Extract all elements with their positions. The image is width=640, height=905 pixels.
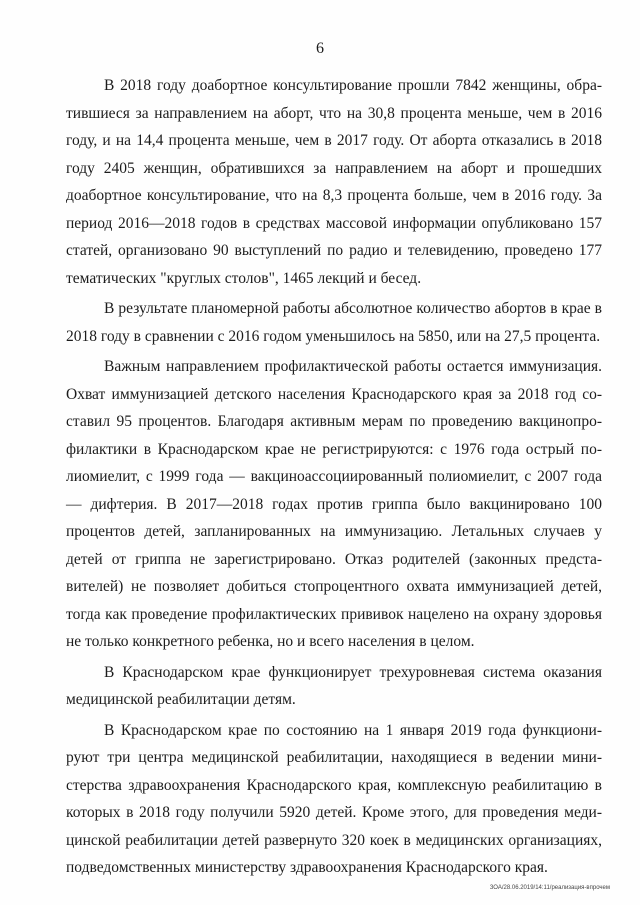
paragraph-rehabilitation-system: В Краснодарском крае функционирует трехуровневая система оказания медицинской реабилитации детям. <box>66 663 602 708</box>
paragraph-immunization: Важным направлением профилактической работы остается иммунизация. Охват иммунизацией детского населения Краснодарского края за 2018 год составил 95 процентов. Благодаря активным мерам по проведению вакцинопрофилактики в Краснодарском крае не регистрируются: с 1976 года острый полиомиелит, с 1999 года — вакциноассоциированный полиомиелит, с 2007 года — дифтерия. В 2017—2018 годах против гриппа было вакцинировано 100 процентов детей, запланированных на иммунизацию. Летальных случаев у детей от гриппа не зарегистрировано. Отказ родителей (законных представителей) не позволяет добиться стопроцентного охвата иммунизацией детей, тогда как проведение профилактических прививок нацелено на охрану здоровья не только конкретного ребенка, но и всего населения в целом. <box>66 358 602 650</box>
paragraph-abortion-reduction: В результате планомерной работы абсолютное количество абортов в крае в 2018 году в сравнении с 2016 годом уменьшилось на 5850, или на 27,5 процента. <box>66 300 602 345</box>
document-body <box>66 72 602 882</box>
paragraph-abortion-counseling: В 2018 году доабортное консультирование прошли 7842 женщины, обратившиеся за направлением на аборт, что на 30,8 процента меньше, чем в 2016 году, и на 14,4 процента меньше, чем в 2017 году. От аборта отказались в 2018 году 2405 женщин, обратившихся за направлением на аборт и прошедших доабортное консультирование, что на 8,3 процента больше, чем в 2016 году. За период 2016—2018 годов в средствах массовой информации опубликовано 157 статей, организовано 90 выступлений по радио и телевидению, проведено 177 тематических "круглых столов", 1465 лекций и бесед. <box>66 77 602 287</box>
footer-stamp: ЗОА/28.06.2019/14:11/реализация-впрочем <box>489 885 610 891</box>
page-number: 6 <box>316 40 324 57</box>
paragraph-rehabilitation-centers: В Краснодарском крае по состоянию на 1 января 2019 года функционируют три центра медицинской реабилитации, находящиеся в ведении министерства здравоохранения Краснодарского края, комплексную реабилитацию в которых в 2018 году получили 5920 детей. Кроме этого, для проведения медицинской реабилитации детей развернуто 320 коек в медицинских организациях, подведомственных министерству здравоохранения Краснодарского края. <box>66 721 602 876</box>
